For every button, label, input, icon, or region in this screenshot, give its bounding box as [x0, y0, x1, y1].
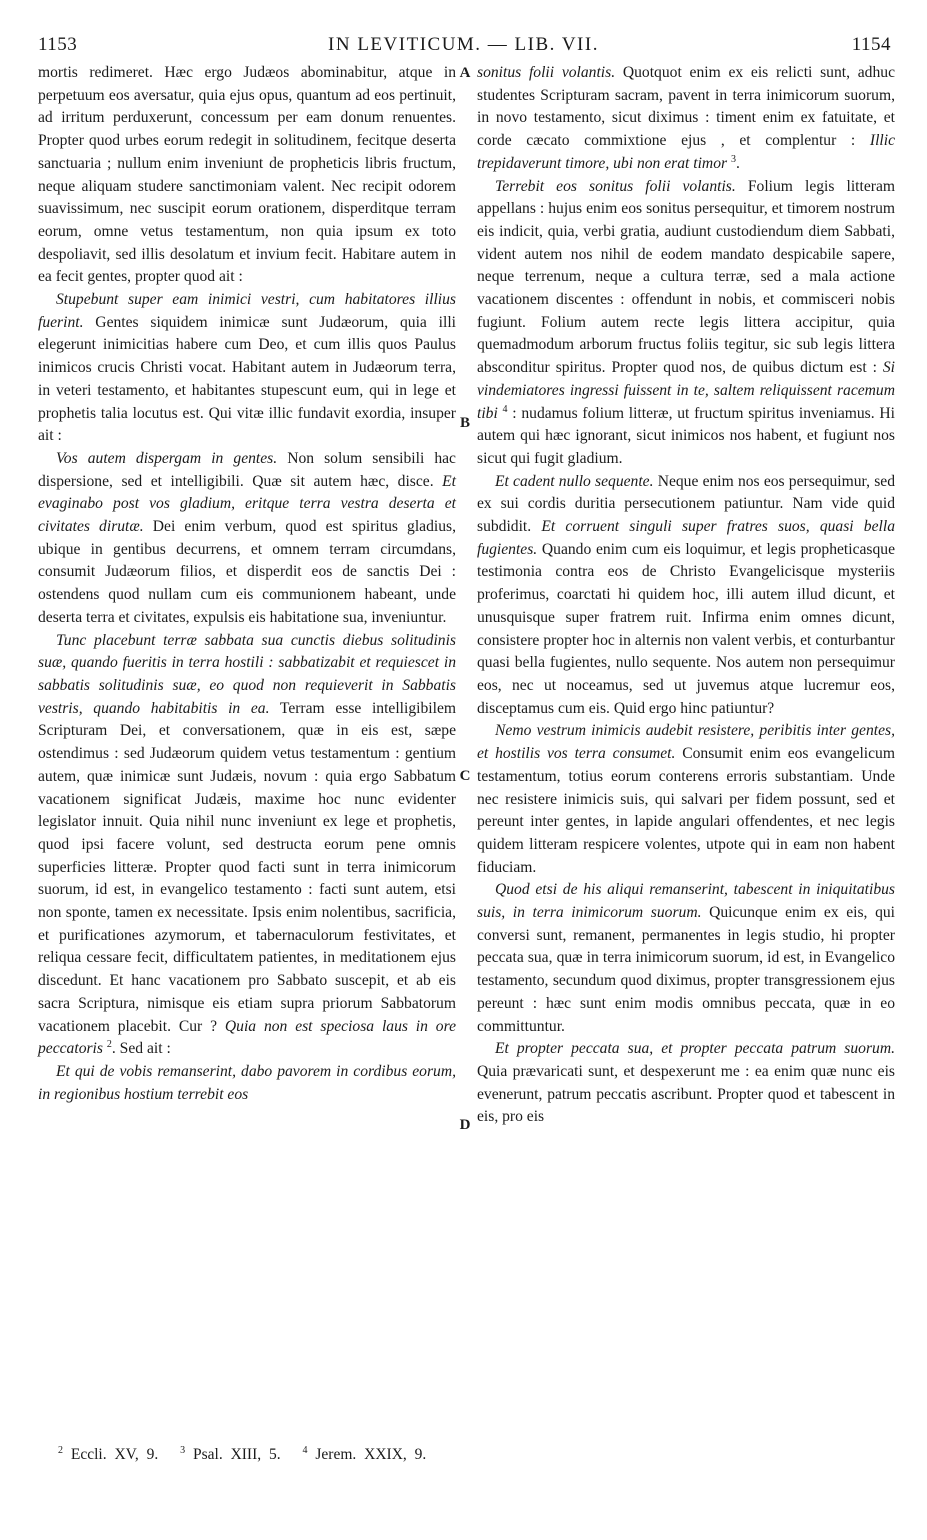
- scripture-quote: Illic trepidaverunt timore, ubi non erat timor: [477, 132, 895, 172]
- scripture-quote: Tunc placebunt terræ sabbata sua cunctis diebus solitudinis suæ, quando fueritis in terra hostili : sabbatizabit et requiescet in sabbatis solitudinis suæ, eo quod non requieverit in Sabbatis vestris, quando habitabitis in ea.: [38, 631, 456, 717]
- commentary-text: Quotquot enim ex eis relicti sunt, adhuc studentes Scripturam sacram, pavent in terra inimicorum suorum, in novo testamento, sicut diximus : timent enim ex fatuitate, et corde cæcato commixtione ejus , et complentur :: [477, 64, 895, 150]
- footnote-reference: Eccli. XV, 9.: [70, 1446, 159, 1463]
- scripture-quote: Et cadent nullo sequente.: [495, 472, 654, 490]
- left-page-number: 1153: [38, 34, 78, 55]
- commentary-text: Dei enim verbum, quod est spiritus gladius, ubique in gentibus decurrens, et omnem terram circumdans, consumit Judæorum filios, et disperdit eos de sanctis Dei : ostendens quod nullam cum eis communionem habeant, unde deserta terra et civitates, expulsis eis habitatione sua, inveniuntur.: [38, 518, 456, 626]
- paragraph: [38, 289, 456, 448]
- scripture-quote: Quia non est speciosa laus in ore peccatoris: [38, 1017, 457, 1058]
- footnote-reference: Jerem. XXIX, 9.: [315, 1446, 427, 1463]
- footnote: [303, 1446, 427, 1463]
- paragraph: [477, 720, 895, 879]
- paragraph: [477, 471, 895, 721]
- scripture-quote: Vos autem dispergam in gentes.: [56, 449, 278, 467]
- footnote-marker: 4: [502, 403, 508, 415]
- commentary-text: Non solum sensibili hac dispersione, sed et intelligibili. Quæ sit autem hæc, disce.: [38, 449, 456, 490]
- commentary-text: mortis redimeret. Hæc ergo Judæos abominabitur, atque in perpetuum eos aversatur, quia ejus opus, quantum ad eos pertinuit, ad irritum perduxerunt, concessum per eam donum renuentes. Propter quod urbes eorum redegit in solitudinem, fecitque deserta sanctuaria ; nullum enim inveniunt de propheticis libris fructum, neque aliquam studere sanctimoniam valent. Nec recipit odorem suavissimum, nec suscipit eorum orationem, disperditque terram eorum, omne vetus testamentum, non quia ipsum ex toto despoliavit, sed illis desolatum et invium fecit. Habitare autem in ea fecit gentes, propter quod ait :: [38, 64, 456, 286]
- paragraph: [38, 448, 456, 630]
- margin-marker-b: B: [459, 415, 470, 431]
- commentary-text: Quia prævaricati sunt, et despexerunt me : ea enim quæ nunc eis evenerunt, patrum peccatis ascribunt. Propter quod et tabescent in eis, pro eis: [477, 1062, 895, 1126]
- commentary-text: Folium legis litteram appellans : hujus enim eos sonitus persequitur, et timorem nostrum eis indicit, quia, verbi gratia, audiunt custodiendum diem Sabbati, vident autem nos nihil de eodem mandato despicabile sapere, neque terrenum, neque a cultura terræ, sed a mala actione vacationem discentes : offendunt in nobis, et commisceri nobis fugiunt. Folium autem recte legis littera accipitur, quia quemadmodum arborum fructus foliis tegitur, sic sub legis littera absconditur spiritus. Propter quod nos, de quibus dictum est :: [477, 177, 895, 377]
- paragraph: [477, 62, 895, 176]
- paragraph: [38, 62, 456, 289]
- commentary-text: Quando enim cum eis loquimur, et legis propheticasque testimonia contra eos de Christo Evangelicisque mysteriis proferimus, coarctati hi quidem hoc, illi autem illud dicunt, et unusquisque super fratrem ruit. Infirma enim omnes dicunt, consistere propter hoc in alternis non valent verbis, et conturbantur quasi bella fugientes, nullo sequente. Nos autem non persequimur eos, nec ut noceamus, sed ut juvemus atque lucremur eos, disceptamus cum eis. Quid ergo hinc patiuntur?: [477, 540, 895, 717]
- margin-marker-d: D: [459, 1117, 471, 1133]
- scripture-quote: Stupebunt super eam inimici vestri, cum habitatores illius fuerint.: [38, 291, 456, 331]
- scripture-quote: Terrebit eos sonitus folii volantis.: [495, 177, 736, 195]
- margin-marker-a: A: [459, 65, 471, 81]
- running-title: IN LEVITICUM. — LIB. VII.: [328, 34, 599, 55]
- paragraph: [477, 879, 895, 1038]
- scripture-quote: Nemo vestrum inimicis audebit resistere, peribitis inter gentes, et hostilis vos terra consumet.: [477, 722, 895, 763]
- footnote: [180, 1446, 281, 1463]
- paragraph: [477, 176, 895, 471]
- scripture-quote: Si vindemiatores ingressi fuissent in te, saltem reliquissent racemum tibi: [477, 359, 895, 422]
- commentary-text: Consumit enim eos evangelicum testamentum, totius eorum conterens erroris substantiam. Unde nec resistere inimicis suis, qui salvari per fidem possunt, sed et pereunt inter gentes, in lapide angulari offendentes, et nec legis quidem litteram respicere volentes, utpote qui in eam non habent fiduciam.: [477, 745, 895, 876]
- footnote-number: 2: [58, 1444, 63, 1456]
- footnote-marker: 2: [106, 1039, 112, 1051]
- page-header: [0, 0, 927, 70]
- paragraph: [38, 630, 456, 1061]
- margin-marker-c: C: [459, 768, 471, 784]
- right-page-number: 1154: [851, 34, 891, 55]
- scripture-quote: sonitus folii volantis.: [477, 64, 616, 81]
- paragraph: [477, 1038, 895, 1129]
- scripture-quote: Et evaginabo post vos gladium, eritque terra vestra deserta et civitates dirutæ.: [38, 472, 456, 536]
- commentary-text: Gentes siquidem inimicæ sunt Judæorum, quia illi elegerunt inimicitias habere cum Deo, et cum illis quos Paulus inimicos crucis Christi vocat. Habitant autem in Judæorum terra, in veteri testamento, et habitantes stupescunt eum, qui in lege et prophetis talia locutus est. Qui vitæ illic fundavit exordia, insuper ait :: [38, 313, 456, 445]
- scripture-quote: Quod etsi de his aliqui remanserint, tabescent in iniquitatibus suis, in terra inimicorum suorum.: [477, 881, 895, 922]
- footnote-reference: Psal. XIII, 5.: [192, 1446, 281, 1463]
- commentary-text: : nudamus folium litteræ, ut fructum spiritus inveniamus. Hi autem qui hæc ignorant, sicut inimicos nos habent, et fugiunt nos sicut qui fugit gladium.: [477, 404, 895, 467]
- footnote-number: 3: [180, 1444, 186, 1456]
- footnotes: [58, 1446, 440, 1464]
- commentary-text: Quicunque enim ex eis, qui conversi sunt, remanent, permanentes in legis studio, hi propter peccata sua, quæ in terra inimicorum suorum, id est, in Evangelico testamento, secundum quod diximus, propter transgressionem ejus pereunt : hæc sunt enim modis omnibus peccata, quæ in eo committuntur.: [477, 904, 895, 1035]
- scripture-quote: Et propter peccata sua, et propter peccata patrum suorum.: [495, 1040, 895, 1058]
- commentary-text: Terram esse intelligibilem Scripturam Dei, et conversationem, quæ in eis est, sæpe ostendimus : sed Judæorum quidem vetus testamentum : gentium autem, quæ inimicæ sunt Judæis, novum : quia ergo Sabbatum vacationem significat Judæis, maxime hoc nunc evidenter legislator innuit. Quia nihil nunc inveniunt ex lege et prophetis, quod ipsi facere volunt, sed destructa eorum pene omnis superficies litteræ. Propter quod facti sunt in terra inimicorum suorum, id est, in evangelico testamento : facti sunt autem, etsi non sponte, tamen ex necessitate. Ipsis enim nolentibus, sacrificia, et purificationes azymorum, et tabernaculorum festivitates, et reliqua cessare fecit, difficultatem patientes, in meditationem ejus discedunt. Et hanc vacationem pro Sabbato suscepit, et ab eis sacra Scriptura, nimisque eis etiam supra priorum Sabbatorum vacationem placebit. Cur ?: [38, 699, 456, 1035]
- commentary-text: . Sed ait :: [111, 1040, 171, 1058]
- paragraph: [38, 1061, 456, 1106]
- footnote-marker: 3: [730, 153, 736, 165]
- scripture-quote: Et corruent singuli super fratres suos, quasi bella fugientes.: [477, 518, 895, 558]
- commentary-text: .: [735, 154, 740, 172]
- commentary-text: Neque enim nos eos persequimur, sed ex sui cordis duritia persecutionem patiuntur. Nam vide quid subdidit.: [477, 472, 895, 536]
- footnote: [58, 1446, 158, 1463]
- right-text-column: [477, 62, 895, 1129]
- scripture-quote: Et qui de vobis remanserint, dabo pavorem in cordibus eorum, in regionibus hostium terrebit eos: [38, 1062, 456, 1103]
- left-text-column: [38, 62, 456, 1106]
- footnote-number: 4: [302, 1444, 308, 1456]
